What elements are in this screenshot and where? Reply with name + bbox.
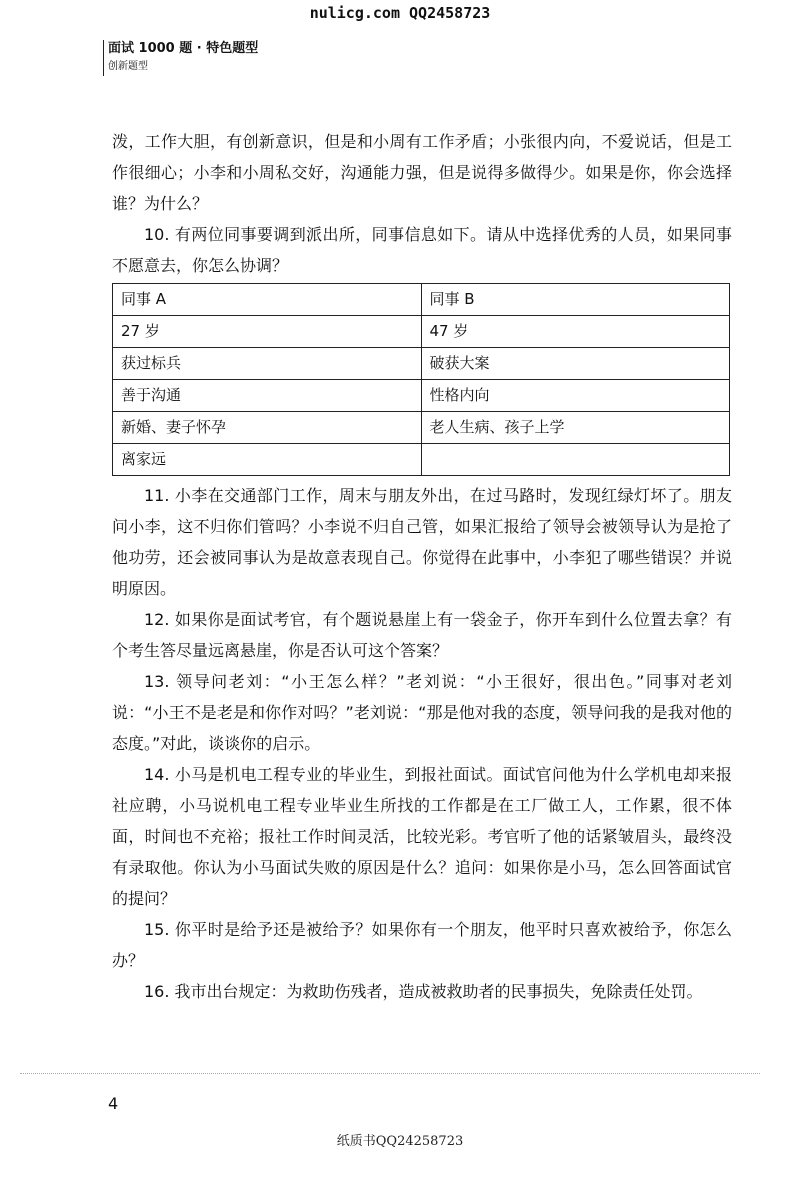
table-cell-b: 破获大案 — [421, 348, 730, 380]
top-watermark: nulicg.com QQ2458723 — [309, 4, 491, 22]
running-header — [108, 40, 258, 74]
table-cell-a: 同事 A — [113, 284, 422, 316]
scan-artifact-line — [20, 1073, 760, 1075]
table-cell-a: 27 岁 — [113, 316, 422, 348]
question-13: 13. 领导问老刘：“小王怎么样？”老刘说：“小王很好，很出色。”同事对老刘说：“小王不是老是和你作对吗？”老刘说：“那是他对我的态度，领导问我的是我对他的态度。”对此，谈谈你的启示。 — [112, 672, 732, 753]
section-subtitle: 创新题型 — [108, 61, 148, 72]
header-rule — [103, 40, 104, 76]
table-row — [113, 284, 730, 316]
table-cell-b — [421, 444, 730, 476]
question-16: 16. 我市出台规定：为救助伤残者，造成被救助者的民事损失，免除责任处罚。 — [144, 982, 703, 1001]
colleague-info-table — [112, 283, 730, 476]
page-number: 4 — [108, 1094, 119, 1113]
question-14: 14. 小马是机电工程专业的毕业生，到报社面试。面试官问他为什么学机电却来报社应聘，小马说机电工程专业毕业生所找的工作都是在工厂做工人，工作累，很不体面，时间也不充裕；报社工作时间灵活，比较光彩。考官听了他的话紧皱眉头，最终没有录取他。你认为小马面试失败的原因是什么？追问：如果你是小马，怎么回答面试官的提问？ — [112, 765, 732, 908]
paragraph-continued: 泼，工作大胆，有创新意识，但是和小周有工作矛盾；小张很内向，不爱说话，但是工作很细心；小李和小周私交好，沟通能力强，但是说得多做得少。如果是你，你会选择谁？为什么？ — [112, 132, 732, 213]
table-row — [113, 348, 730, 380]
question-12: 12. 如果你是面试考官，有个题说悬崖上有一袋金子，你开车到什么位置去拿？有个考生答尽量远离悬崖，你是否认可这个答案？ — [112, 610, 732, 660]
table-cell-a: 善于沟通 — [113, 380, 422, 412]
page-body — [112, 126, 732, 1007]
table-cell-b: 性格内向 — [421, 380, 730, 412]
bottom-watermark: 纸质书QQ24258723 — [336, 1134, 464, 1149]
table-row — [113, 316, 730, 348]
table-cell-b: 同事 B — [421, 284, 730, 316]
table-cell-a: 离家远 — [113, 444, 422, 476]
question-10: 10. 有两位同事要调到派出所，同事信息如下。请从中选择优秀的人员，如果同事不愿意去，你怎么协调？ — [112, 225, 732, 275]
book-title: 面试 1000 题 · 特色题型 — [108, 41, 259, 56]
table-row — [113, 380, 730, 412]
table-cell-b: 47 岁 — [421, 316, 730, 348]
table-row — [113, 444, 730, 476]
table-row — [113, 412, 730, 444]
question-11: 11. 小李在交通部门工作，周末与朋友外出，在过马路时，发现红绿灯坏了。朋友问小李，这不归你们管吗？小李说不归自己管，如果汇报给了领导会被领导认为是抢了他功劳，还会被同事认为是故意表现自己。你觉得在此事中，小李犯了哪些错误？并说明原因。 — [112, 486, 732, 598]
table-cell-a: 获过标兵 — [113, 348, 422, 380]
table-cell-b: 老人生病、孩子上学 — [421, 412, 730, 444]
table-cell-a: 新婚、妻子怀孕 — [113, 412, 422, 444]
question-15: 15. 你平时是给予还是被给予？如果你有一个朋友，他平时只喜欢被给予，你怎么办？ — [112, 920, 732, 970]
